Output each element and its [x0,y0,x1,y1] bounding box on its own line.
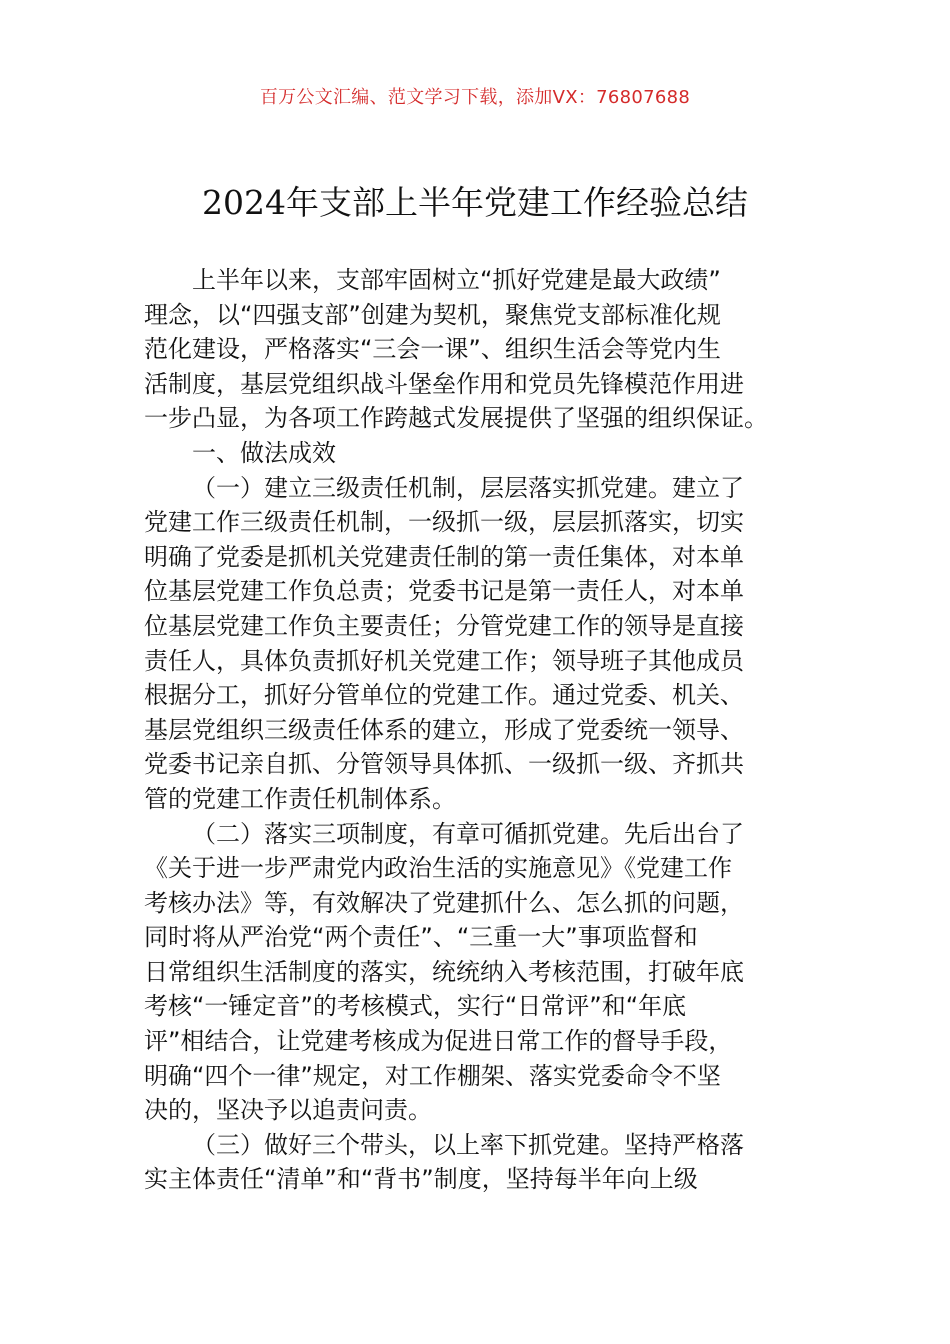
body-line: 责任人，具体负责抓好机关党建工作；领导班子其他成员 [144,646,744,675]
body-line: 实主体责任“清单”和“背书”制度，坚持每半年向上级 [144,1165,698,1194]
body-line: 根据分工，抓好分管单位的党建工作。通过党委、机关、 [144,681,744,710]
body-line: 范化建设，严格落实“三会一课”、组织生活会等党内生 [144,335,721,364]
body-line: 明确了党委是抓机关党建责任制的第一责任集体，对本单 [144,542,744,571]
document-title: 2024年支部上半年党建工作经验总结 [202,183,748,222]
body-line: （一）建立三级责任机制，层层落实抓党建。建立了 [192,473,744,502]
header-contact-note: 百万公文汇编、范文学习下载，添加VX：76807688 [259,87,691,108]
document-body [144,263,808,1197]
body-line: （三）做好三个带头，以上率下抓党建。坚持严格落 [192,1130,744,1159]
body-line: 同时将从严治党“两个责任”、“三重一大”事项监督和 [144,923,698,952]
body-line: 党委书记亲自抓、分管领导具体抓、一级抓一级、齐抓共 [144,750,744,779]
body-line: （二）落实三项制度，有章可循抓党建。先后出台了 [192,819,744,848]
body-line: 评”相结合，让党建考核成为促进日常工作的督导手段， [144,1027,733,1056]
body-line: 《关于进一步严肃党内政治生活的实施意见》《党建工作 [144,854,732,883]
body-line: 管的党建工作责任机制体系。 [144,784,456,813]
body-line: 上半年以来，支部牢固树立“抓好党建是最大政绩” [192,266,721,294]
body-line: 考核办法》等，有效解决了党建抓什么、怎么抓的问题， [144,888,744,917]
section-heading: 一、做法成效 [192,438,336,467]
body-line: 位基层党建工作负主要责任；分管党建工作的领导是直接 [144,611,744,640]
body-line: 决的，坚决予以追责问责。 [144,1096,432,1125]
body-line: 日常组织生活制度的落实，统统纳入考核范围，打破年底 [144,957,744,986]
body-line: 一步凸显，为各项工作跨越式发展提供了坚强的组织保证。 [144,404,768,433]
body-line: 位基层党建工作负总责；党委书记是第一责任人，对本单 [144,577,744,606]
body-line: 理念，以“四强支部”创建为契机，聚焦党支部标准化规 [144,300,721,329]
body-line: 基层党组织三级责任体系的建立，形成了党委统一领导、 [144,715,744,744]
body-line: 明确“四个一律”规定，对工作棚架、落实党委命令不坚 [144,1061,721,1090]
body-line: 党建工作三级责任机制，一级抓一级，层层抓落实，切实 [144,508,744,537]
body-line: 考核“一锤定音”的考核模式，实行“日常评”和“年底 [144,992,687,1021]
body-line: 活制度，基层党组织战斗堡垒作用和党员先锋模范作用进 [144,369,744,398]
